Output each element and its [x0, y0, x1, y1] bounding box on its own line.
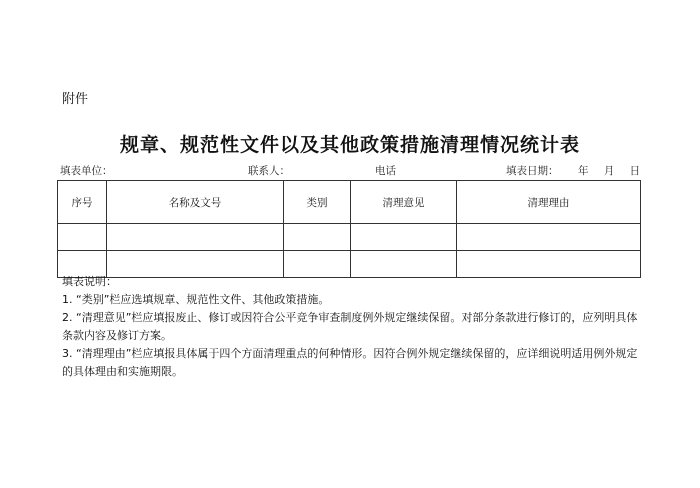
contact-label: 联系人： — [248, 165, 290, 177]
table-cell — [107, 224, 284, 251]
instruction-item-3: 3. “清理理由”栏应填报具体属于四个方面清理重点的何种情形。因符合例外规定继续保留的，应详细说明适用例外规定的具体理由和实施期限。 — [62, 347, 638, 378]
table-cell — [284, 224, 351, 251]
instruction-item-2: 2. “清理意见”栏应填报废止、修订或因符合公平竞争审查制度例外规定继续保留。对部分条款进行修订的，应列明具体条款内容及修订方案。 — [62, 311, 638, 342]
table-cell — [58, 224, 107, 251]
attachment-label: 附件 — [62, 92, 89, 107]
document-title: 规章、规范性文件以及其他政策措施清理情况统计表 — [119, 134, 580, 156]
filling-instructions — [62, 273, 642, 381]
header-category: 类别 — [284, 181, 351, 224]
header-name-and-number: 名称及文号 — [107, 181, 284, 224]
header-cleanup-opinion: 清理意见 — [351, 181, 457, 224]
fill-unit-label: 填表单位： — [60, 165, 113, 177]
table-header-row — [58, 181, 641, 224]
table-cell — [351, 224, 457, 251]
phone-label: 电话 — [375, 165, 396, 177]
table-cell — [457, 224, 641, 251]
header-serial-no: 序号 — [58, 181, 107, 224]
date-ymd-label: 年 月 日 — [578, 165, 641, 177]
header-cleanup-reason: 清理理由 — [457, 181, 641, 224]
instruction-item-1: 1. “类别”栏应选填规章、规范性文件、其他政策措施。 — [62, 293, 330, 306]
table-row — [58, 224, 641, 251]
fill-date-label: 填表日期： — [506, 165, 559, 177]
statistics-table — [57, 180, 641, 278]
instructions-heading: 填表说明： — [62, 275, 117, 288]
